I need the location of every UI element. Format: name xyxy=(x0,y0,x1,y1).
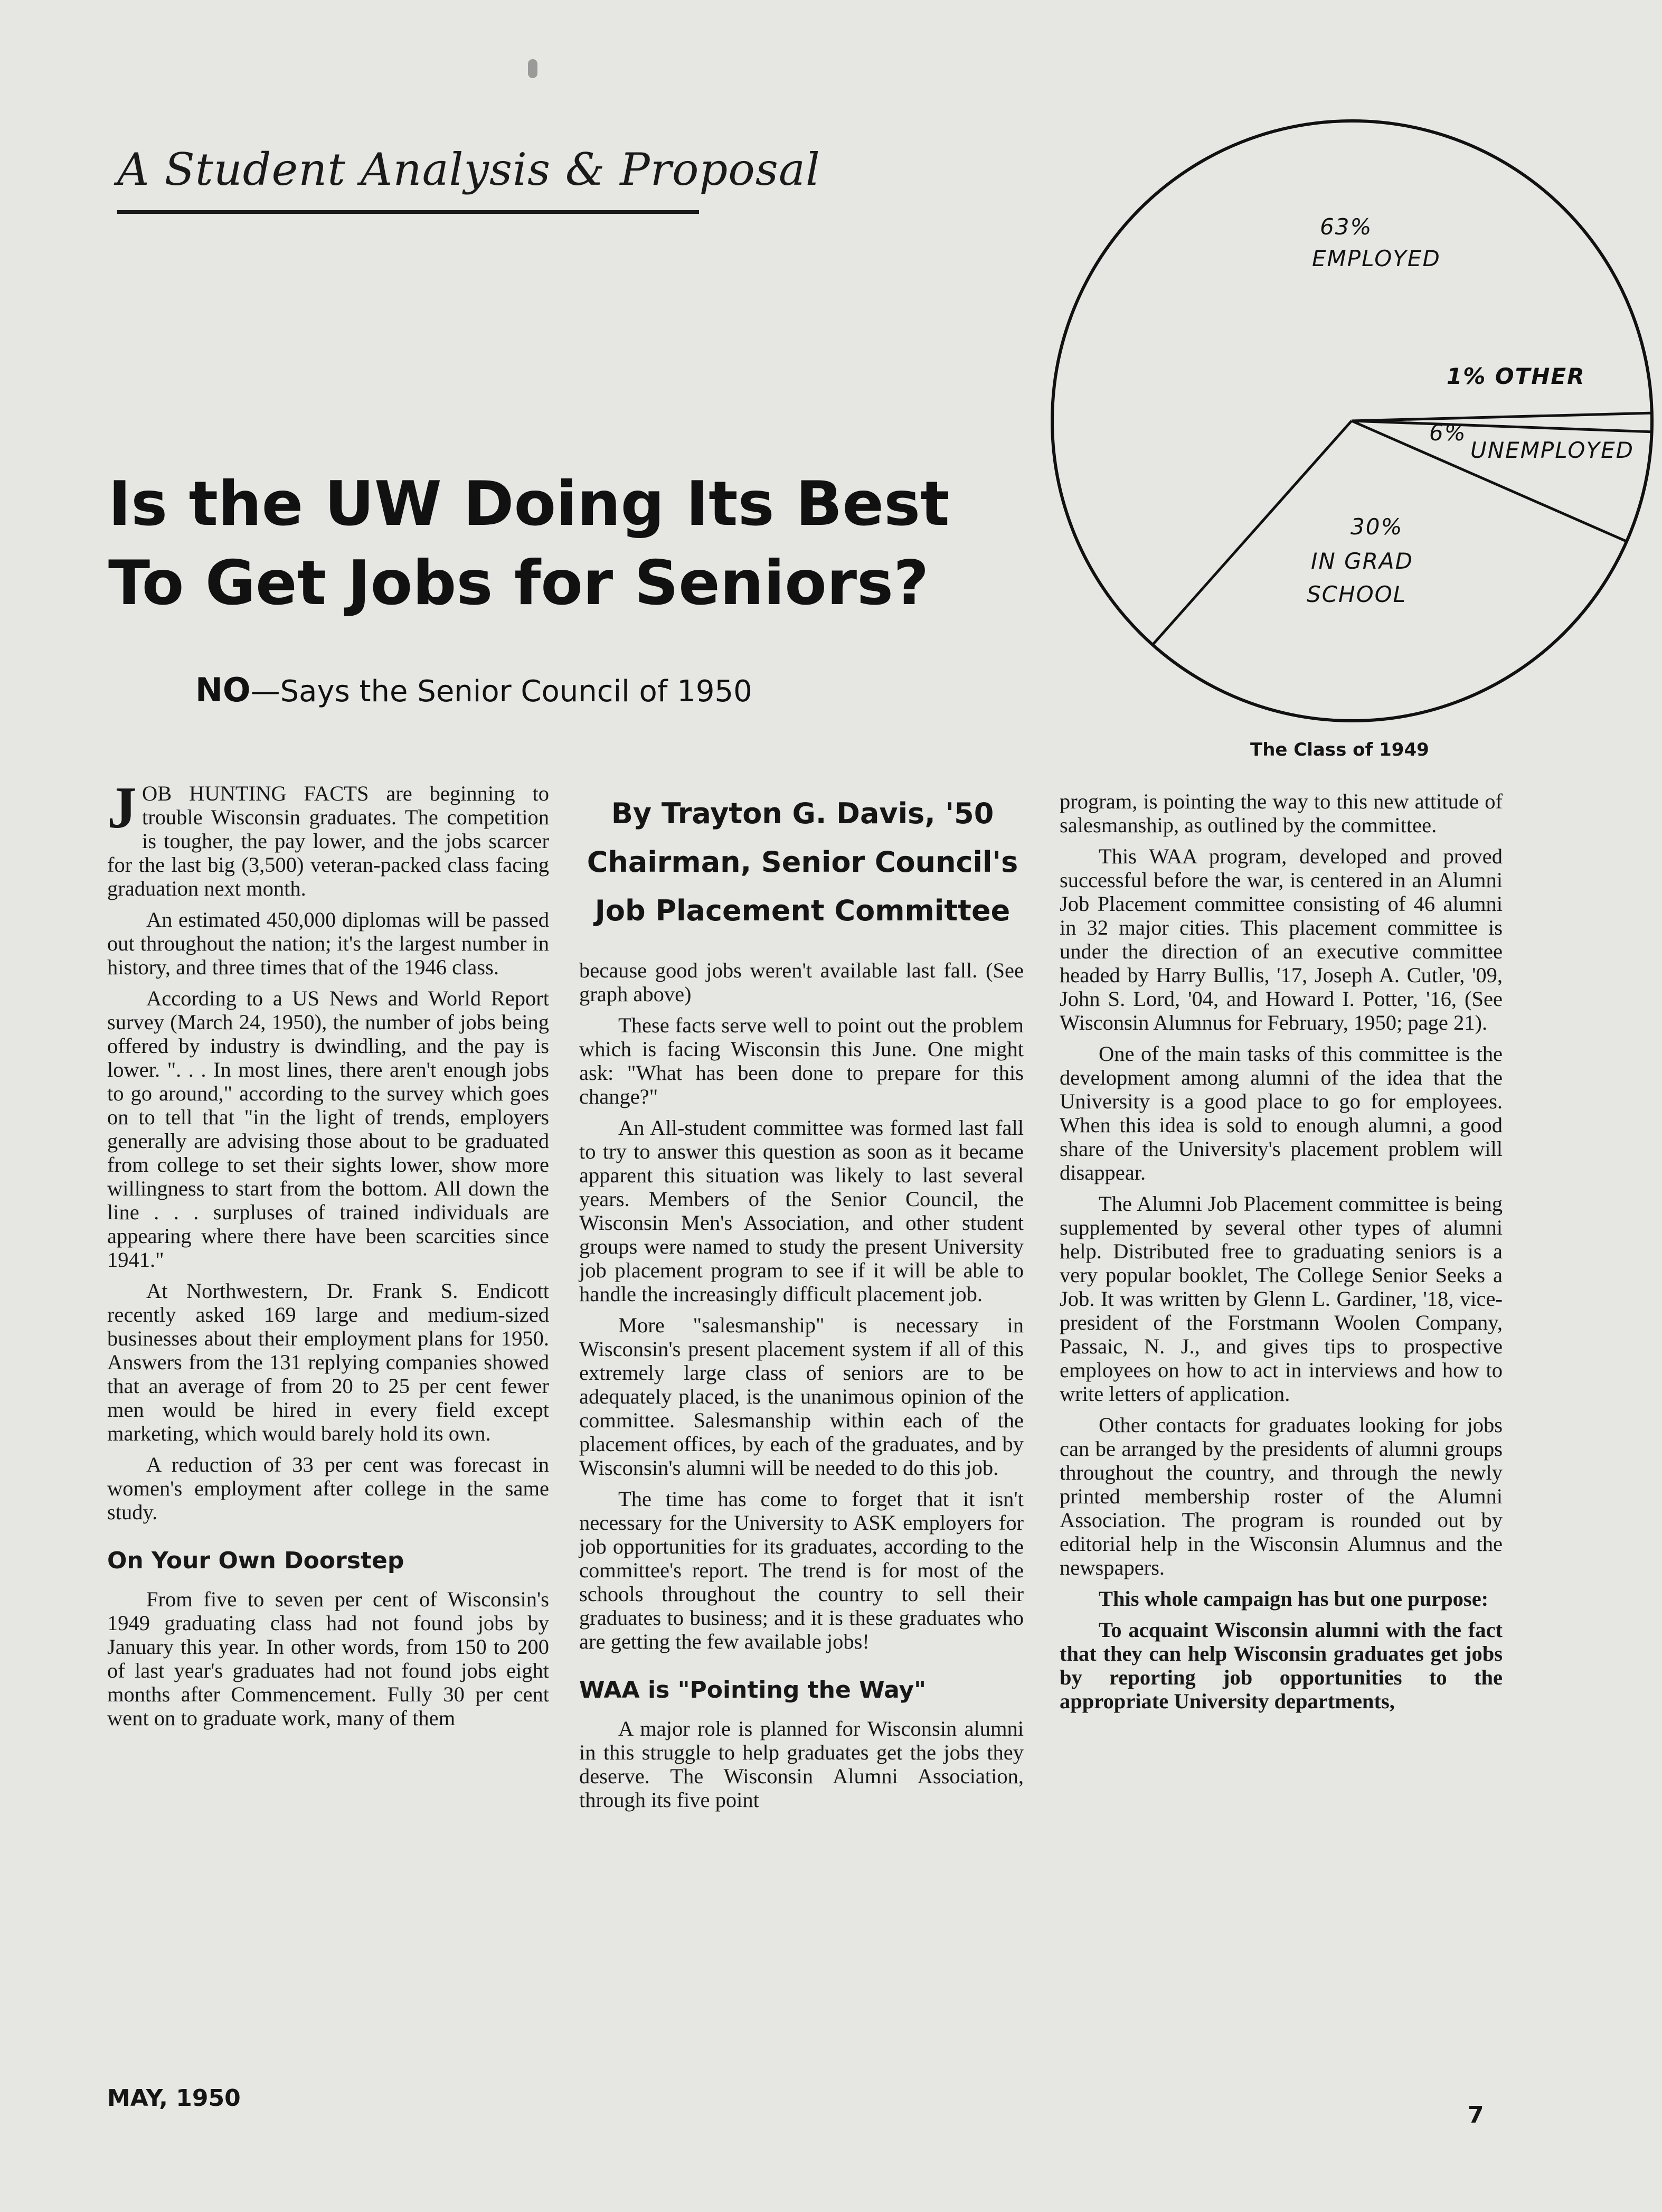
subhead-rest: —Says the Senior Council of 1950 xyxy=(250,674,752,709)
byline xyxy=(581,789,1024,935)
divider-employed-other xyxy=(1352,413,1652,421)
byline-title-1: Chairman, Senior Council's xyxy=(587,845,1018,879)
paragraph-3: One of the main tasks of this committee is the development among alumni of the idea that the University is a good place to go for employees. When this idea is sold to enough alumni, a good share of the University's placement problem will disappear. xyxy=(1060,1042,1503,1184)
chart-caption: The Class of 1949 xyxy=(1250,739,1429,760)
paragraph-4: The Alumni Job Placement committee is being supplemented by several other types of alumni help. Distributed free to graduating seniors is a very popular booklet, The College Senior Seeks a Job. It was written by Glenn L. Gardiner, '18, vice-president of the Forstmann Woolen Company, Passaic, N. J., and gives tips to prospective employees on how to act in interviews and how to write letters of application. xyxy=(1060,1192,1503,1406)
label-unemployed-pct: 6% xyxy=(1429,420,1467,446)
byline-author: By Trayton G. Davis, '50 xyxy=(611,797,994,830)
subhead xyxy=(195,671,752,709)
paragraph-2: This WAA program, developed and proved successful before the war, is centered in an Alumni Job Placement committee consisting of 46 alumni in 32 major cities. This placement committee is under the direction of an executive committee headed by Harry Bullis, '17, Joseph A. Cutler, '09, John S. Lord, '04, and Howard I. Potter, '16, (See Wisconsin Alumnus for February, 1950; page 21). xyxy=(1060,844,1503,1034)
subhead-no: NO xyxy=(195,671,251,709)
article-column-1 xyxy=(107,775,549,1737)
paragraph-2: These facts serve well to point out the problem which is facing Wisconsin this June. One might ask: "What has been done to prepare for this change?" xyxy=(579,1013,1024,1108)
section-heading-waa: WAA is "Pointing the Way" xyxy=(579,1677,927,1703)
kicker: A Student Analysis & Proposal xyxy=(117,144,820,195)
paragraph-2: An estimated 450,000 diplomas will be passed out throughout the nation; it's the largest number in history, and three times that of the 1946 class. xyxy=(107,908,549,979)
label-grad-pct: 30% xyxy=(1351,514,1403,540)
paragraph-1: program, is pointing the way to this new attitude of salesmanship, as outlined by the committee. xyxy=(1060,789,1503,837)
paragraph-1: because good jobs weren't available last fall. (See graph above) xyxy=(579,958,1024,1006)
pie-chart xyxy=(1043,117,1662,724)
page-number: 7 xyxy=(1468,2102,1484,2129)
pie-slices xyxy=(1052,121,1652,721)
drop-cap: J xyxy=(107,775,137,841)
divider-other-unemployed xyxy=(1352,421,1652,432)
headline-line-2: To Get Jobs for Seniors? xyxy=(108,548,929,619)
label-unemployed: UNEMPLOYED xyxy=(1470,437,1634,463)
article-column-2 xyxy=(579,958,1024,1819)
paragraph-3: An All-student committee was formed last fall to try to answer this question as soon as it became apparent this situation was likely to last several years. Members of the Senior Council, the Wisconsin Men's Association, and other student groups were named to study the present University job placement program to see if it will be able to handle the increasingly difficult placement job. xyxy=(579,1116,1024,1306)
paragraph-1: JOB HUNTING FACTS are beginning to trouble Wisconsin graduates. The competition is tougher, the pay lower, and the jobs scarcer for the last big (3,500) veteran-packed class facing graduation next month. xyxy=(107,775,549,900)
paragraph-6: A major role is planned for Wisconsin alumni in this struggle to help graduates get the jobs they deserve. The Wisconsin Alumni Association, through its five point xyxy=(579,1717,1024,1812)
label-employed-pct: 63% xyxy=(1320,214,1373,240)
headline xyxy=(108,465,1006,623)
binding-mark xyxy=(528,59,537,78)
paragraph-5: The time has come to forget that it isn't necessary for the University to ASK employers for job opportunities for its graduates, according to the committee's report. The trend is for most of the schools throughout the country to sell their graduates to business; and it is these graduates who are getting the few available jobs! xyxy=(579,1487,1024,1653)
paragraph-5: A reduction of 33 per cent was forecast in women's employment after college in the same study. xyxy=(107,1453,549,1524)
paragraph-5: Other contacts for graduates looking for jobs can be arranged by the presidents of alumni groups throughout the country, and through the newly printed membership roster of the Alumni Association. The program is rounded out by editorial help in the Wisconsin Alumnus and the newspapers. xyxy=(1060,1413,1503,1579)
paragraph-4: At Northwestern, Dr. Frank S. Endicott recently asked 169 large and medium-sized businesses about their employment plans for 1950. Answers from the 131 replying companies showed that an average of from 20 to 25 per cent fewer men would be hired in every field except marketing, which would barely hold its own. xyxy=(107,1279,549,1445)
paragraph-4: More "salesmanship" is necessary in Wisconsin's present placement system if all of this extremely large class of seniors are to be adequately placed, is the unanimous opinion of the committee. Salesmanship within each of the placement offices, by each of the graduates, and by Wisconsin's alumni will be needed to do this job. xyxy=(579,1313,1024,1480)
paragraph-3: According to a US News and World Report survey (March 24, 1950), the number of jobs being offered by industry is dwindling, and the pay is lower. ". . . In most lines, there aren't enough jobs to go around," according to the survey which goes on to tell that "in the light of trends, employers generally are advising those about to be graduated from college to set their sights lower, show more willingness to start from the bottom. All down the line . . . surpluses of trained individuals are appearing where there have been scarcities since 1941." xyxy=(107,986,549,1272)
label-grad-line-1: IN GRAD xyxy=(1311,548,1413,574)
article-column-3 xyxy=(1060,789,1503,1720)
footer-date: MAY, 1950 xyxy=(107,2085,241,2112)
label-employed: EMPLOYED xyxy=(1312,246,1441,271)
paragraph-6: From five to seven per cent of Wisconsin's 1949 graduating class had not found jobs by January this year. In other words, from 150 to 200 of last year's graduates had not found jobs eight months after Commencement. Fully 30 per cent went on to graduate work, many of them xyxy=(107,1587,549,1730)
headline-line-1: Is the UW Doing Its Best xyxy=(108,468,950,540)
paragraph-6: This whole campaign has but one purpose: xyxy=(1099,1587,1489,1611)
paragraph-7: To acquaint Wisconsin alumni with the fact that they can help Wisconsin graduates get jobs by reporting job opportunities to the appropriate University departments, xyxy=(1060,1618,1503,1713)
divider-grad-employed xyxy=(1153,421,1352,645)
label-other: 1% OTHER xyxy=(1447,363,1585,389)
label-grad-line-2: SCHOOL xyxy=(1307,581,1407,607)
byline-title-2: Job Placement Committee xyxy=(594,894,1011,927)
section-heading-doorstep: On Your Own Doorstep xyxy=(107,1547,404,1574)
kicker-underline xyxy=(117,210,699,214)
